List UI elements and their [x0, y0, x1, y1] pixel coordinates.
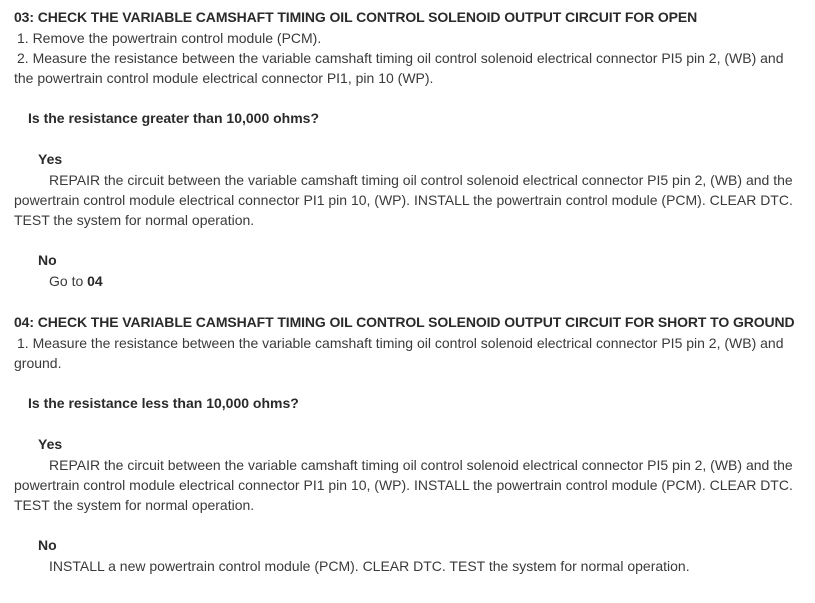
step-03-instruction-1: 1. Remove the powertrain control module (PCM).	[17, 30, 322, 46]
step-03-yes-label: Yes	[38, 151, 63, 167]
goto-prefix: Go to	[49, 273, 84, 289]
step-04-question: Is the resistance less than 10,000 ohms?	[28, 395, 299, 411]
step-03-instruction-2: 2. Measure the resistance between the variable camshaft timing oil control solenoid electrical connector PI5 pin 2, (WB) and the powertrain control module electrical connector PI1, pin 10 (WP).	[14, 50, 784, 86]
step-03-yes-text: REPAIR the circuit between the variable camshaft timing oil control solenoid electrical connector PI5 pin 2, (WB) and the powertrain control module electrical connector PI1 pin 10, (WP). INSTALL the powertrain control module (PCM). CLEAR DTC. TEST the system for normal operation.	[14, 172, 793, 228]
step-04-title: 04: CHECK THE VARIABLE CAMSHAFT TIMING OIL CONTROL SOLENOID OUTPUT CIRCUIT FOR SHORT TO GROUND	[14, 314, 795, 330]
step-04-no-text: INSTALL a new powertrain control module (PCM). CLEAR DTC. TEST the system for normal operation.	[49, 558, 690, 574]
step-04-no-label: No	[38, 537, 57, 553]
step-03-no-text	[49, 271, 103, 291]
step-03-question: Is the resistance greater than 10,000 ohms?	[28, 110, 320, 126]
step-03-no-label: No	[38, 252, 57, 268]
step-04-yes-text: REPAIR the circuit between the variable camshaft timing oil control solenoid electrical connector PI5 pin 2, (WB) and the powertrain control module electrical connector PI1 pin 10, (WP). INSTALL the powertrain control module (PCM). CLEAR DTC. TEST the system for normal operation.	[14, 457, 793, 513]
step-04-instruction-1: 1. Measure the resistance between the variable camshaft timing oil control solenoid electrical connector PI5 pin 2, (WB) and ground.	[14, 335, 784, 371]
goto-step-04-link[interactable]: 04	[87, 273, 103, 289]
step-04-yes-label: Yes	[38, 436, 63, 452]
step-03-title: 03: CHECK THE VARIABLE CAMSHAFT TIMING OIL CONTROL SOLENOID OUTPUT CIRCUIT FOR OPEN	[14, 9, 698, 25]
